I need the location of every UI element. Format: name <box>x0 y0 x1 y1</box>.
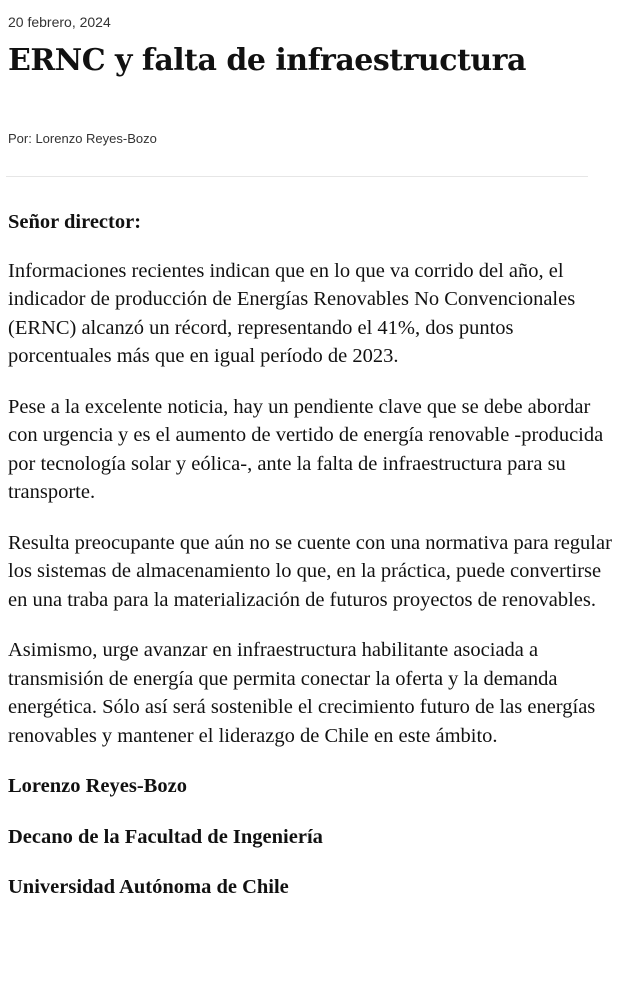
article-title: ERNC y falta de infraestructura <box>8 43 526 78</box>
paragraph-1: Informaciones recientes indican que en lo que va corrido del año, el indicador de producción de Energías Renovables No Convencionales (ERNC) alcanzó un récord, representando el 41%, dos puntos porcentuales más que en igual período de 2023. <box>8 259 576 367</box>
salutation: Señor director: <box>8 211 142 233</box>
paragraph-4: Asimismo, urge avanzar en infraestructura habilitante asociada a transmisión de energía que permita conectar la oferta y la demanda energética. Sólo así será sostenible el crecimiento futuro de las energías renovables y mantener el liderazgo de Chile en este ámbito. <box>8 639 596 747</box>
signature-role: Decano de la Facultad de Ingeniería <box>8 825 323 848</box>
paragraph-3: Resulta preocupante que aún no se cuente con una normativa para regular los sistemas de almacenamiento lo que, en la práctica, puede convertirse en una traba para la materialización de futuros proyectos de renovables. <box>8 531 612 611</box>
article-body <box>8 208 612 924</box>
article-date: 20 febrero, 2024 <box>8 14 111 30</box>
divider <box>6 176 588 177</box>
article-byline: Por: Lorenzo Reyes-Bozo <box>8 131 157 146</box>
signature-institution: Universidad Autónoma de Chile <box>8 876 289 898</box>
paragraph-2: Pese a la excelente noticia, hay un pendiente clave que se debe abordar con urgencia y es el aumento de vertido de energía renovable -producida por tecnología solar y eólica-, ante la falta de infraestructura para su transporte. <box>8 395 604 503</box>
signature-name: Lorenzo Reyes-Bozo <box>8 775 187 797</box>
